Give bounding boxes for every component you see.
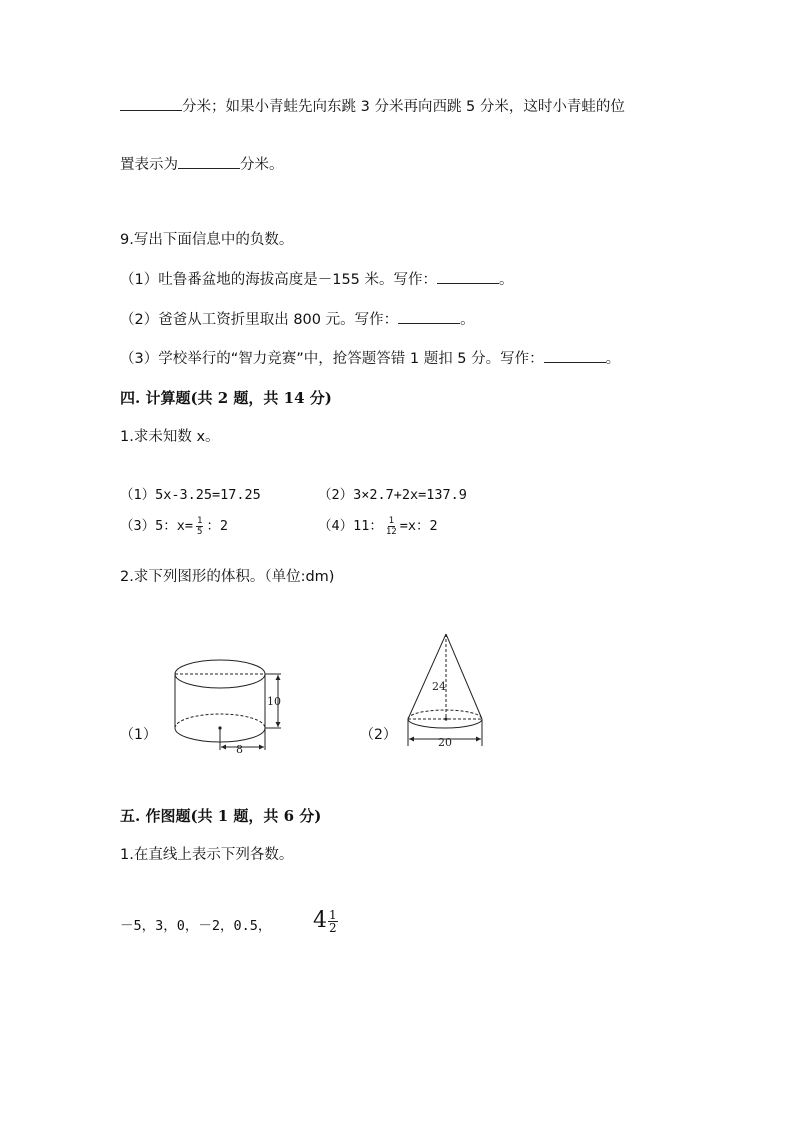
- figure-2-label: （2）: [360, 727, 397, 743]
- equation-1: （1）5x-3.25=17.25: [120, 487, 261, 503]
- fraction: [196, 516, 203, 537]
- intro-unit: 分米。: [240, 157, 284, 173]
- intro-line-2: [120, 154, 284, 175]
- q9-item-end: 。: [605, 351, 621, 367]
- fraction-numerator: 1: [197, 515, 203, 526]
- intro-line-1: [120, 96, 625, 117]
- q9-item-text: （3）学校举行的“智力竞赛”中，抢答题答错 1 题扣 5 分。写作：: [120, 351, 544, 367]
- mixed-whole: 4: [313, 908, 327, 933]
- section4-q1-title: 1.求未知数 x。: [120, 429, 220, 445]
- cone-left-edge: [408, 634, 446, 719]
- cone-base-back: [408, 710, 482, 719]
- cone-diameter-label: 20: [438, 736, 452, 749]
- section5-heading: 五. 作图题(共 1 题，共 6 分): [120, 807, 322, 825]
- equation-4: [318, 514, 438, 537]
- mixed-fraction: [328, 909, 338, 934]
- answer-blank[interactable]: [120, 96, 182, 111]
- cylinder-height-label: 10: [267, 695, 281, 708]
- intro-text-2: 置表示为: [120, 157, 178, 173]
- q9-item-3: [120, 348, 620, 369]
- mixed-number: [313, 908, 338, 934]
- answer-blank[interactable]: [437, 269, 499, 284]
- fraction-denominator: 12: [385, 526, 397, 537]
- answer-blank[interactable]: [178, 154, 240, 169]
- answer-blank[interactable]: [398, 309, 460, 324]
- cone-base-front: [408, 719, 482, 728]
- numbers-list: －5，3，0，－2，0.5，: [120, 918, 272, 934]
- section4-q2-title: 2.求下列图形的体积。（单位:dm): [120, 569, 335, 585]
- q9-item-text: （2）爸爸从工资折里取出 800 元。写作：: [120, 312, 399, 328]
- equation-4-prefix: （4）11：: [318, 518, 383, 534]
- cone-center-dot: [444, 717, 447, 720]
- equation-3-suffix: ：2: [206, 518, 229, 534]
- fraction-denominator: 5: [197, 526, 203, 537]
- arrow-up: [276, 675, 281, 680]
- equation-4-suffix: =x：2: [399, 518, 438, 534]
- arrow-down: [276, 722, 281, 727]
- figure-1-label: （1）: [120, 727, 157, 743]
- equation-2: （2）3×2.7+2x=137.9: [318, 487, 467, 503]
- answer-blank[interactable]: [544, 348, 606, 363]
- cone-height-label: 24: [432, 680, 446, 693]
- fraction-numerator: 1: [388, 515, 395, 526]
- arrow-right: [476, 737, 481, 742]
- equation-3: [120, 514, 228, 537]
- cone-figure: [400, 628, 495, 753]
- section5-q1-title: 1.在直线上表示下列各数。: [120, 847, 294, 863]
- q9-title: 9.写出下面信息中的负数。: [120, 232, 294, 248]
- cone-right-edge: [446, 634, 482, 719]
- q9-item-end: 。: [499, 272, 514, 288]
- intro-text-1: 分米；如果小青蛙先向东跳 3 分米再向西跳 5 分米，这时小青蛙的位: [182, 99, 625, 115]
- q9-item-1: [120, 269, 514, 290]
- q9-item-end: 。: [460, 312, 475, 328]
- q9-item-text: （1）吐鲁番盆地的海拔高度是－155 米。写作：: [120, 272, 438, 288]
- equation-3-prefix: （3）5：x=: [120, 518, 194, 534]
- mixed-numerator: 1: [329, 907, 337, 922]
- q9-item-2: [120, 309, 475, 330]
- arrow-left: [221, 745, 226, 750]
- arrow-right: [259, 745, 264, 750]
- cylinder-figure: [165, 650, 290, 760]
- section4-heading: 四. 计算题(共 2 题，共 14 分): [120, 389, 332, 407]
- cylinder-bottom-back: [175, 714, 265, 728]
- cylinder-diameter-label: 8: [236, 743, 243, 756]
- fraction: [386, 516, 397, 537]
- mixed-denominator: 2: [329, 920, 337, 935]
- arrow-left: [409, 737, 414, 742]
